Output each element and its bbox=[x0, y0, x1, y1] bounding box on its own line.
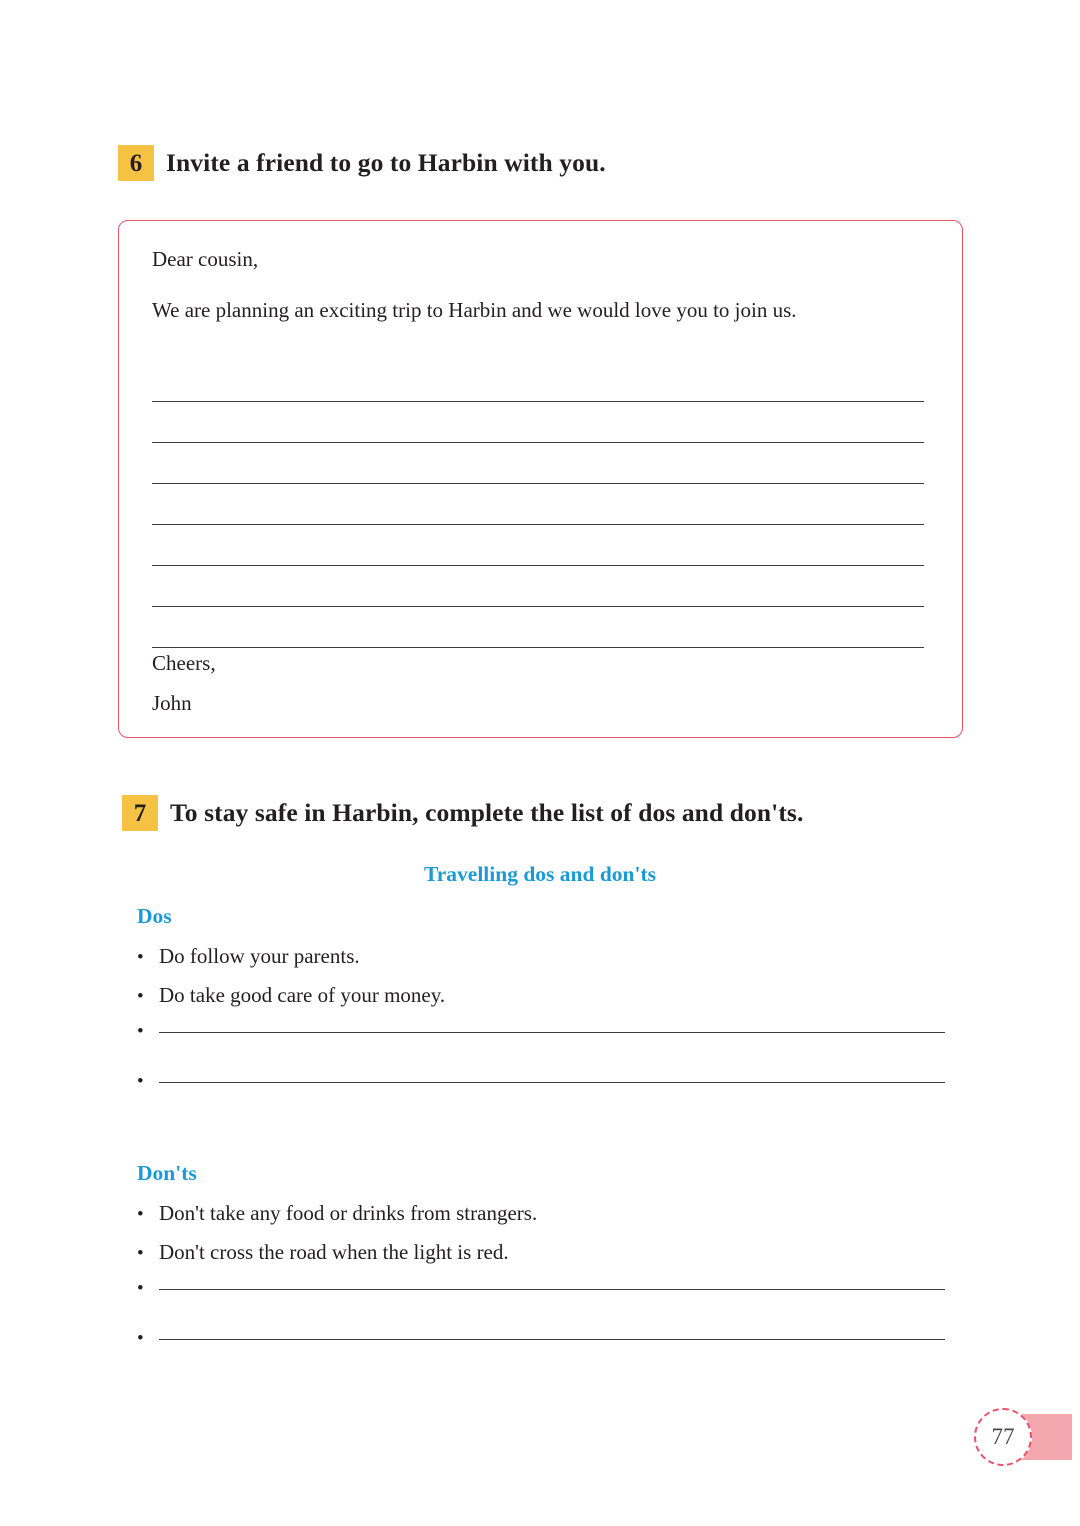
donts-item-text: Don't cross the road when the light is red. bbox=[159, 1240, 509, 1264]
letter-answer-lines[interactable] bbox=[152, 361, 924, 648]
dos-answer-line[interactable] bbox=[159, 1081, 945, 1083]
letter-answer-line[interactable] bbox=[152, 607, 924, 648]
dos-list-item bbox=[137, 944, 360, 969]
letter-answer-line[interactable] bbox=[152, 566, 924, 607]
page-number: 77 bbox=[974, 1408, 1032, 1466]
donts-list-item bbox=[137, 1240, 509, 1265]
letter-answer-line[interactable] bbox=[152, 402, 924, 443]
bullet-icon: • bbox=[137, 1243, 144, 1264]
exercise-7-title: To stay safe in Harbin, complete the list of dos and don'ts. bbox=[170, 798, 804, 827]
donts-heading: Don'ts bbox=[137, 1161, 197, 1185]
bullet-icon: • bbox=[137, 986, 144, 1007]
letter-answer-line[interactable] bbox=[152, 443, 924, 484]
dos-heading: Dos bbox=[137, 904, 172, 928]
letter-signature: John bbox=[152, 691, 192, 715]
bullet-icon: • bbox=[137, 1204, 144, 1225]
letter-closing: Cheers, bbox=[152, 651, 216, 675]
dos-answer-line[interactable] bbox=[159, 1031, 945, 1033]
donts-answer-line[interactable] bbox=[159, 1288, 945, 1290]
exercise-6-number: 6 bbox=[118, 145, 154, 181]
bullet-icon: • bbox=[137, 1071, 144, 1092]
bullet-icon: • bbox=[137, 1328, 144, 1349]
exercise-7-heading bbox=[122, 795, 803, 831]
letter-salutation: Dear cousin, bbox=[152, 247, 259, 271]
exercise-6-heading bbox=[118, 145, 606, 181]
donts-list-item-blank[interactable] bbox=[137, 1279, 945, 1298]
list-title: Travelling dos and don'ts bbox=[424, 862, 656, 886]
bullet-icon: • bbox=[137, 1021, 144, 1042]
dos-list-item-blank[interactable] bbox=[137, 1022, 945, 1041]
letter-answer-line[interactable] bbox=[152, 361, 924, 402]
donts-answer-line[interactable] bbox=[159, 1338, 945, 1340]
dos-list-item-blank[interactable] bbox=[137, 1072, 945, 1091]
donts-list-item-blank[interactable] bbox=[137, 1329, 945, 1348]
dos-list-item bbox=[137, 983, 445, 1008]
donts-item-text: Don't take any food or drinks from strangers. bbox=[159, 1201, 538, 1225]
dos-item-text: Do take good care of your money. bbox=[159, 983, 446, 1007]
donts-list-item bbox=[137, 1201, 537, 1226]
exercise-7-number: 7 bbox=[122, 795, 158, 831]
letter-body: We are planning an exciting trip to Harbin and we would love you to join us. bbox=[152, 298, 797, 322]
exercise-6-title: Invite a friend to go to Harbin with you. bbox=[166, 148, 606, 177]
bullet-icon: • bbox=[137, 1278, 144, 1299]
letter-answer-line[interactable] bbox=[152, 484, 924, 525]
letter-writing-box bbox=[118, 220, 963, 738]
dos-item-text: Do follow your parents. bbox=[159, 944, 360, 968]
letter-answer-line[interactable] bbox=[152, 525, 924, 566]
bullet-icon: • bbox=[137, 947, 144, 968]
